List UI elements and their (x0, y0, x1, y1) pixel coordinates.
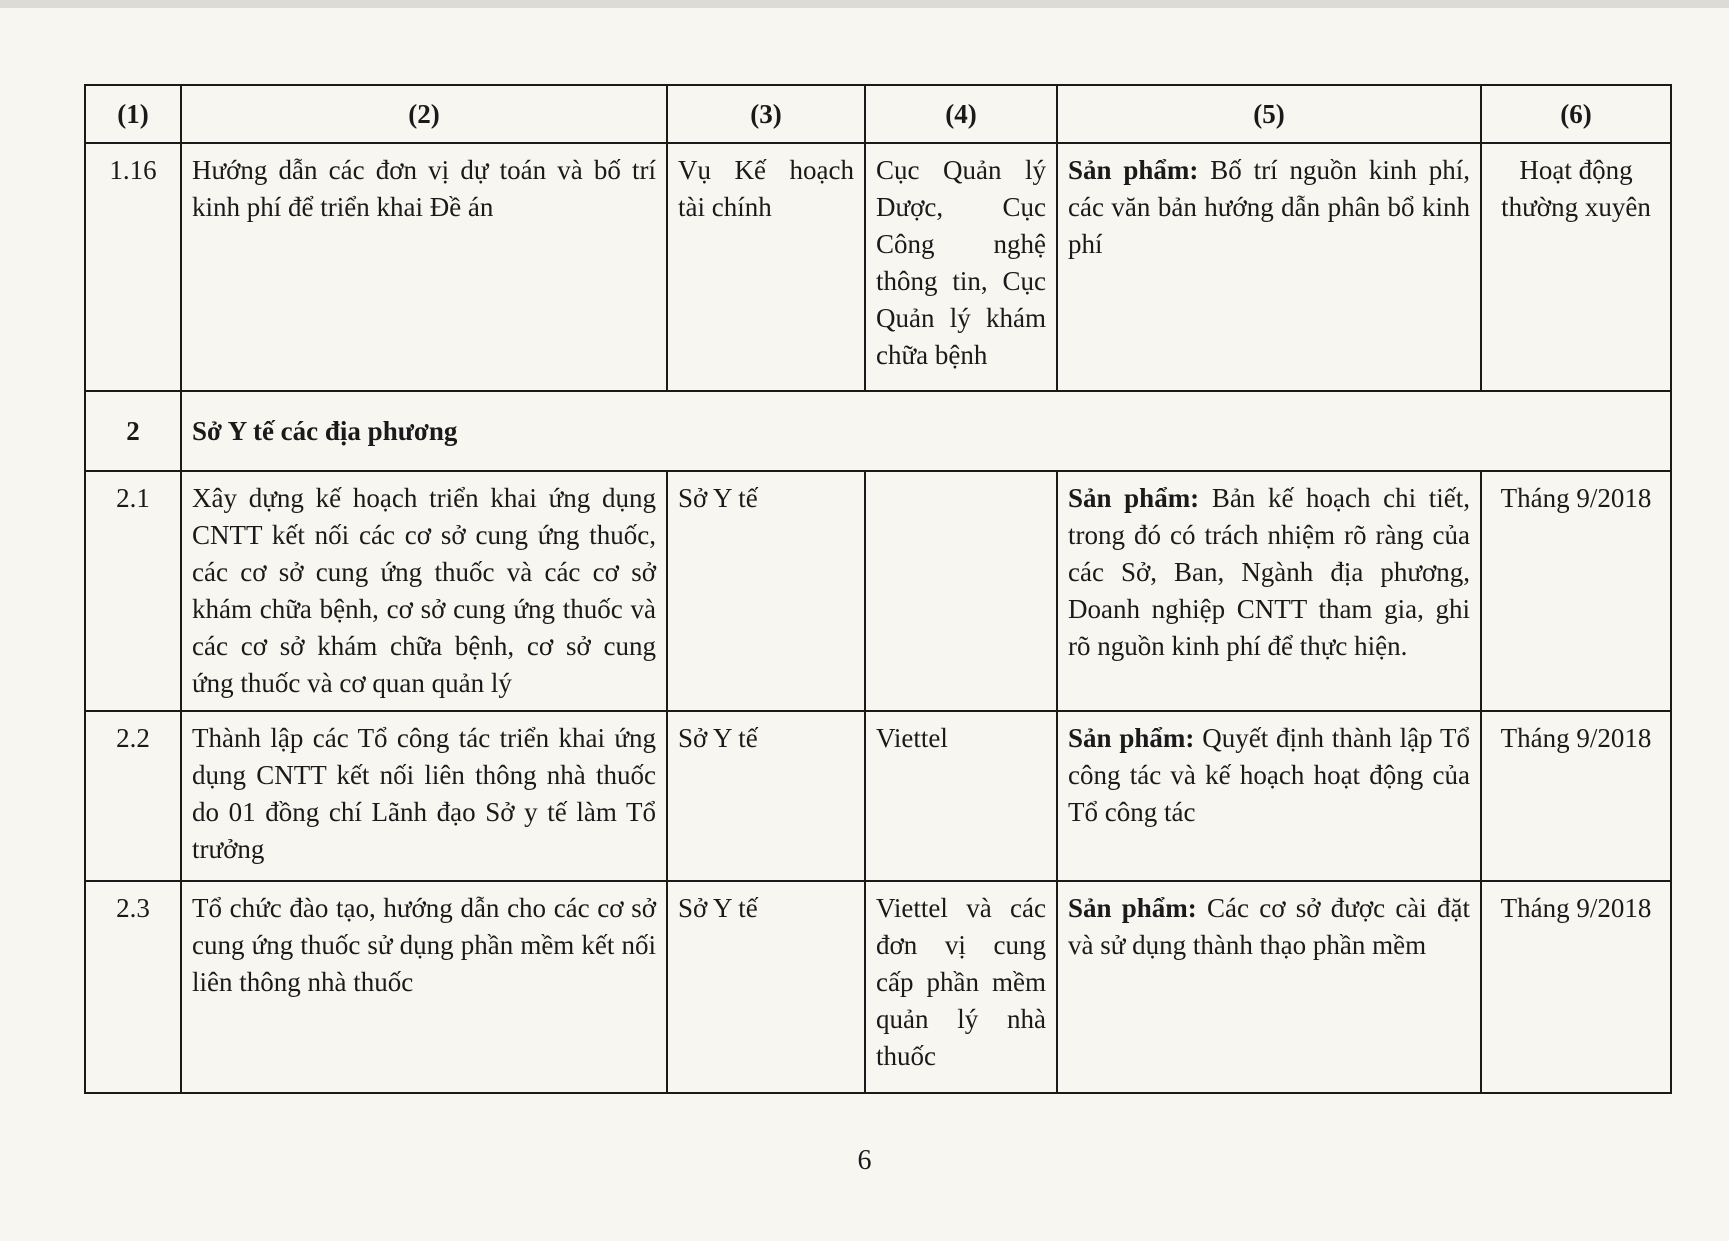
time-cell: Tháng 9/2018 (1481, 471, 1671, 711)
product-cell (1057, 143, 1481, 391)
time-cell: Hoạt động thường xuyên (1481, 143, 1671, 391)
lead-unit-cell: Vụ Kế hoạch tài chính (667, 143, 865, 391)
product-text: Các cơ sở được cài đặt và sử dụng thành thạo phần mềm (1068, 893, 1471, 960)
lead-unit-cell: Sở Y tế (667, 471, 865, 711)
header-cell: (3) (667, 85, 865, 143)
product-text: Quyết định thành lập Tổ công tác và kế hoạch hoạt động của Tổ công tác (1068, 723, 1471, 827)
coordinating-unit-cell: Viettel (865, 711, 1057, 881)
header-cell: (5) (1057, 85, 1481, 143)
scan-top-edge (0, 0, 1729, 8)
product-label: Sản phẩm: (1068, 893, 1197, 923)
header-cell: (1) (85, 85, 181, 143)
task-cell: Xây dựng kế hoạch triển khai ứng dụng CNTT kết nối các cơ sở cung ứng thuốc, các cơ sở cung ứng thuốc và các cơ sở khám chữa bệnh, cơ sở cung ứng thuốc và các cơ sở khám chữa bệnh, cơ sở cung ứng thuốc và cơ quan quản lý (181, 471, 667, 711)
row-number: 2.3 (85, 881, 181, 1093)
plan-table (84, 84, 1672, 1094)
header-row (85, 85, 1671, 143)
time-cell: Tháng 9/2018 (1481, 881, 1671, 1093)
task-cell: Thành lập các Tổ công tác triển khai ứng dụng CNTT kết nối liên thông nhà thuốc do 01 đồng chí Lãnh đạo Sở y tế làm Tổ trưởng (181, 711, 667, 881)
section-number: 2 (85, 391, 181, 471)
table-row (85, 143, 1671, 391)
lead-unit-cell: Sở Y tế (667, 881, 865, 1093)
page-number: 6 (857, 1145, 872, 1176)
product-label: Sản phẩm: (1068, 155, 1199, 185)
section-row (85, 391, 1671, 471)
lead-unit-cell: Sở Y tế (667, 711, 865, 881)
product-text: Bản kế hoạch chi tiết, trong đó có trách nhiệm rõ ràng của các Sở, Ban, Ngành địa phương, Doanh nghiệp CNTT tham gia, ghi rõ nguồn kinh phí để thực hiện. (1068, 483, 1471, 661)
coordinating-unit-cell: Viettel và các đơn vị cung cấp phần mềm quản lý nhà thuốc (865, 881, 1057, 1093)
task-cell: Hướng dẫn các đơn vị dự toán và bố trí kinh phí để triển khai Đề án (181, 143, 667, 391)
task-cell: Tổ chức đào tạo, hướng dẫn cho các cơ sở cung ứng thuốc sử dụng phần mềm kết nối liên thông nhà thuốc (181, 881, 667, 1093)
table-row (85, 711, 1671, 881)
product-cell (1057, 881, 1481, 1093)
coordinating-unit-cell: Cục Quản lý Dược, Cục Công nghệ thông tin, Cục Quản lý khám chữa bệnh (865, 143, 1057, 391)
product-cell (1057, 471, 1481, 711)
header-cell: (2) (181, 85, 667, 143)
header-cell: (4) (865, 85, 1057, 143)
table-row (85, 881, 1671, 1093)
coordinating-unit-cell (865, 471, 1057, 711)
row-number: 2.2 (85, 711, 181, 881)
product-label: Sản phẩm: (1068, 483, 1200, 513)
product-cell (1057, 711, 1481, 881)
row-number: 1.16 (85, 143, 181, 391)
header-cell: (6) (1481, 85, 1671, 143)
section-title: Sở Y tế các địa phương (181, 391, 1671, 471)
time-cell: Tháng 9/2018 (1481, 711, 1671, 881)
product-label: Sản phẩm: (1068, 723, 1195, 753)
product-text: Bố trí nguồn kinh phí, các văn bản hướng dẫn phân bổ kinh phí (1068, 155, 1471, 259)
table-row (85, 471, 1671, 711)
row-number: 2.1 (85, 471, 181, 711)
